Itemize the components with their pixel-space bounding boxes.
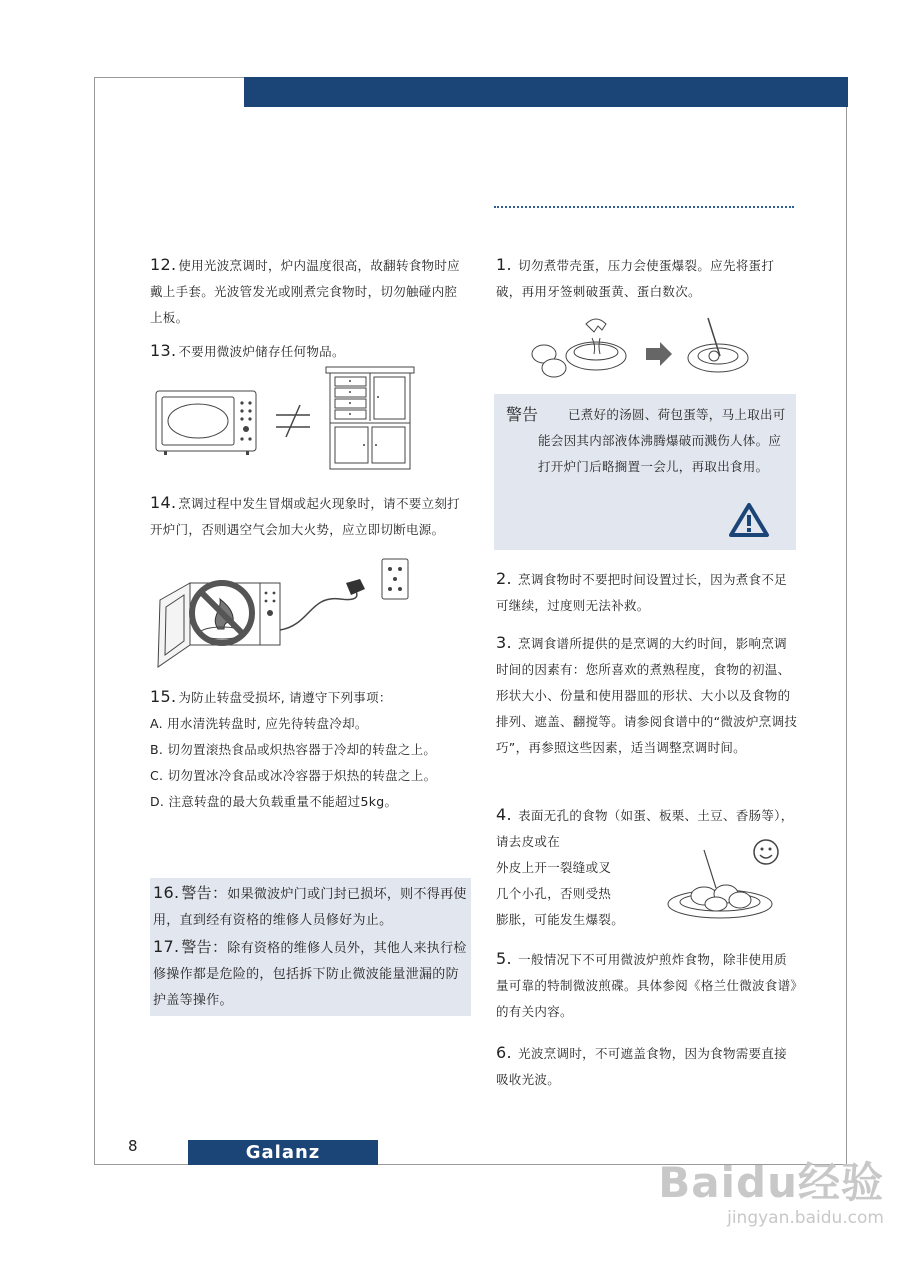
sub-item-a: A. 用水清洗转盘时, 应先待转盘冷却。 xyxy=(150,716,368,731)
item-number: 16. xyxy=(153,883,180,902)
warning-label: 警告： xyxy=(181,884,228,902)
item-text-line: 外皮上开一裂缝或叉 xyxy=(496,860,612,875)
item-text: 光波烹调时，不可遮盖食物，因为食物需要直接吸收光波。 xyxy=(496,1046,787,1087)
sub-item-c: C. 切勿置冰冷食品或冰冷容器于炽热的转盘之上。 xyxy=(150,768,437,783)
item-text-line: 几个小孔，否则受热 xyxy=(496,886,612,901)
microwave-fire-unplug-illustration xyxy=(150,555,430,675)
item-text: 表面无孔的食物（如蛋、板栗、土豆、香肠等），请去皮或在 xyxy=(496,808,794,849)
item-2 xyxy=(496,566,798,619)
page-number: 8 xyxy=(128,1137,138,1155)
microwave-vs-cabinet-illustration xyxy=(150,365,420,475)
warning-box xyxy=(494,394,796,550)
sub-item-d: D. 注意转盘的最大负载重量不能超过5kg。 xyxy=(150,794,398,809)
warning-label: 警告： xyxy=(181,938,228,956)
warning-17 xyxy=(150,932,471,1016)
item-text: 烹调食谱所提供的是烹调的大约时间，影响烹调时间的因素有：您所喜欢的煮熟程度，食物的初温、形状大小、份量和使用器皿的形状、大小以及食物的排列、遮盖、翻搅等。请参阅食谱中的“微波炉烹调技巧”，再参照这些因素，适当调整烹调时间。 xyxy=(496,636,798,755)
item-text: 烹调过程中发生冒烟或起火现象时，请不要立刻打开炉门，否则遇空气会加大火势，应立即切断电源。 xyxy=(150,496,460,537)
item-text: 切勿煮带壳蛋，压力会使蛋爆裂。应先将蛋打破，再用牙签刺破蛋黄、蛋白数次。 xyxy=(496,258,775,299)
dotted-divider xyxy=(494,206,794,208)
item-number: 12. xyxy=(150,255,177,274)
item-12 xyxy=(150,252,462,331)
warning-16 xyxy=(150,878,471,936)
item-text: 烹调食物时不要把时间设置过长，因为煮食不足可继续，过度则无法补救。 xyxy=(496,572,787,613)
item-number: 17. xyxy=(153,937,180,956)
item-number: 2. xyxy=(496,569,512,588)
warning-label: 警告 xyxy=(506,405,539,424)
watermark-url: jingyan.baidu.com xyxy=(727,1208,884,1228)
potato-plate-illustration xyxy=(660,836,800,926)
item-number: 13. xyxy=(150,341,177,360)
item-14 xyxy=(150,490,462,543)
baidu-watermark xyxy=(658,1150,884,1228)
item-13 xyxy=(150,338,462,365)
item-number: 3. xyxy=(496,633,512,652)
item-text: 不要用微波炉储存任何物品。 xyxy=(178,344,345,359)
item-text: 除有资格的维修人员外，其他人来执行检修操作都是危险的，包括拆下防止微波能量泄漏的防护盖等操作。 xyxy=(153,941,467,1008)
item-number: 14. xyxy=(150,493,177,512)
item-text: 使用光波烹调时，炉内温度很高，故翻转食物时应戴上手套。光波管发光或刚煮完食物时，切勿触碰内腔上板。 xyxy=(150,258,460,325)
watermark-logo: Baidu经验 xyxy=(658,1158,884,1207)
item-text-line: 膨胀，可能发生爆裂。 xyxy=(496,912,625,927)
item-3 xyxy=(496,630,798,761)
item-text: 如果微波炉门或门封已损坏，则不得再使用，直到经有资格的维修人员修好为止。 xyxy=(153,887,467,928)
item-6 xyxy=(496,1040,798,1093)
warning-triangle-icon xyxy=(728,502,770,538)
item-number: 6. xyxy=(496,1043,512,1062)
item-5 xyxy=(496,946,798,1025)
item-text: 为防止转盘受损坏, 请遵守下列事项： xyxy=(178,690,392,705)
header-bar xyxy=(244,77,848,107)
item-15 xyxy=(150,684,462,815)
warning-text: 已煮好的汤圆、荷包蛋等，马上取出可能会因其内部液体沸腾爆破而溅伤人体。应打开炉门后略搁置一会儿，再取出食用。 xyxy=(538,407,786,474)
item-1 xyxy=(496,252,798,305)
sub-item-b: B. 切勿置滚热食品或炽热容器于冷却的转盘之上。 xyxy=(150,742,437,757)
item-number: 15. xyxy=(150,687,177,706)
item-text: 一般情况下不可用微波炉煎炸食物，除非使用质量可靠的特制微波煎碟。具体参阅《格兰仕微波食谱》的有关内容。 xyxy=(496,952,797,1019)
item-number: 1. xyxy=(496,255,512,274)
eggs-illustration xyxy=(528,310,768,385)
item-number: 5. xyxy=(496,949,512,968)
item-number: 4. xyxy=(496,805,512,824)
brand-logo: Galanz xyxy=(188,1140,378,1165)
